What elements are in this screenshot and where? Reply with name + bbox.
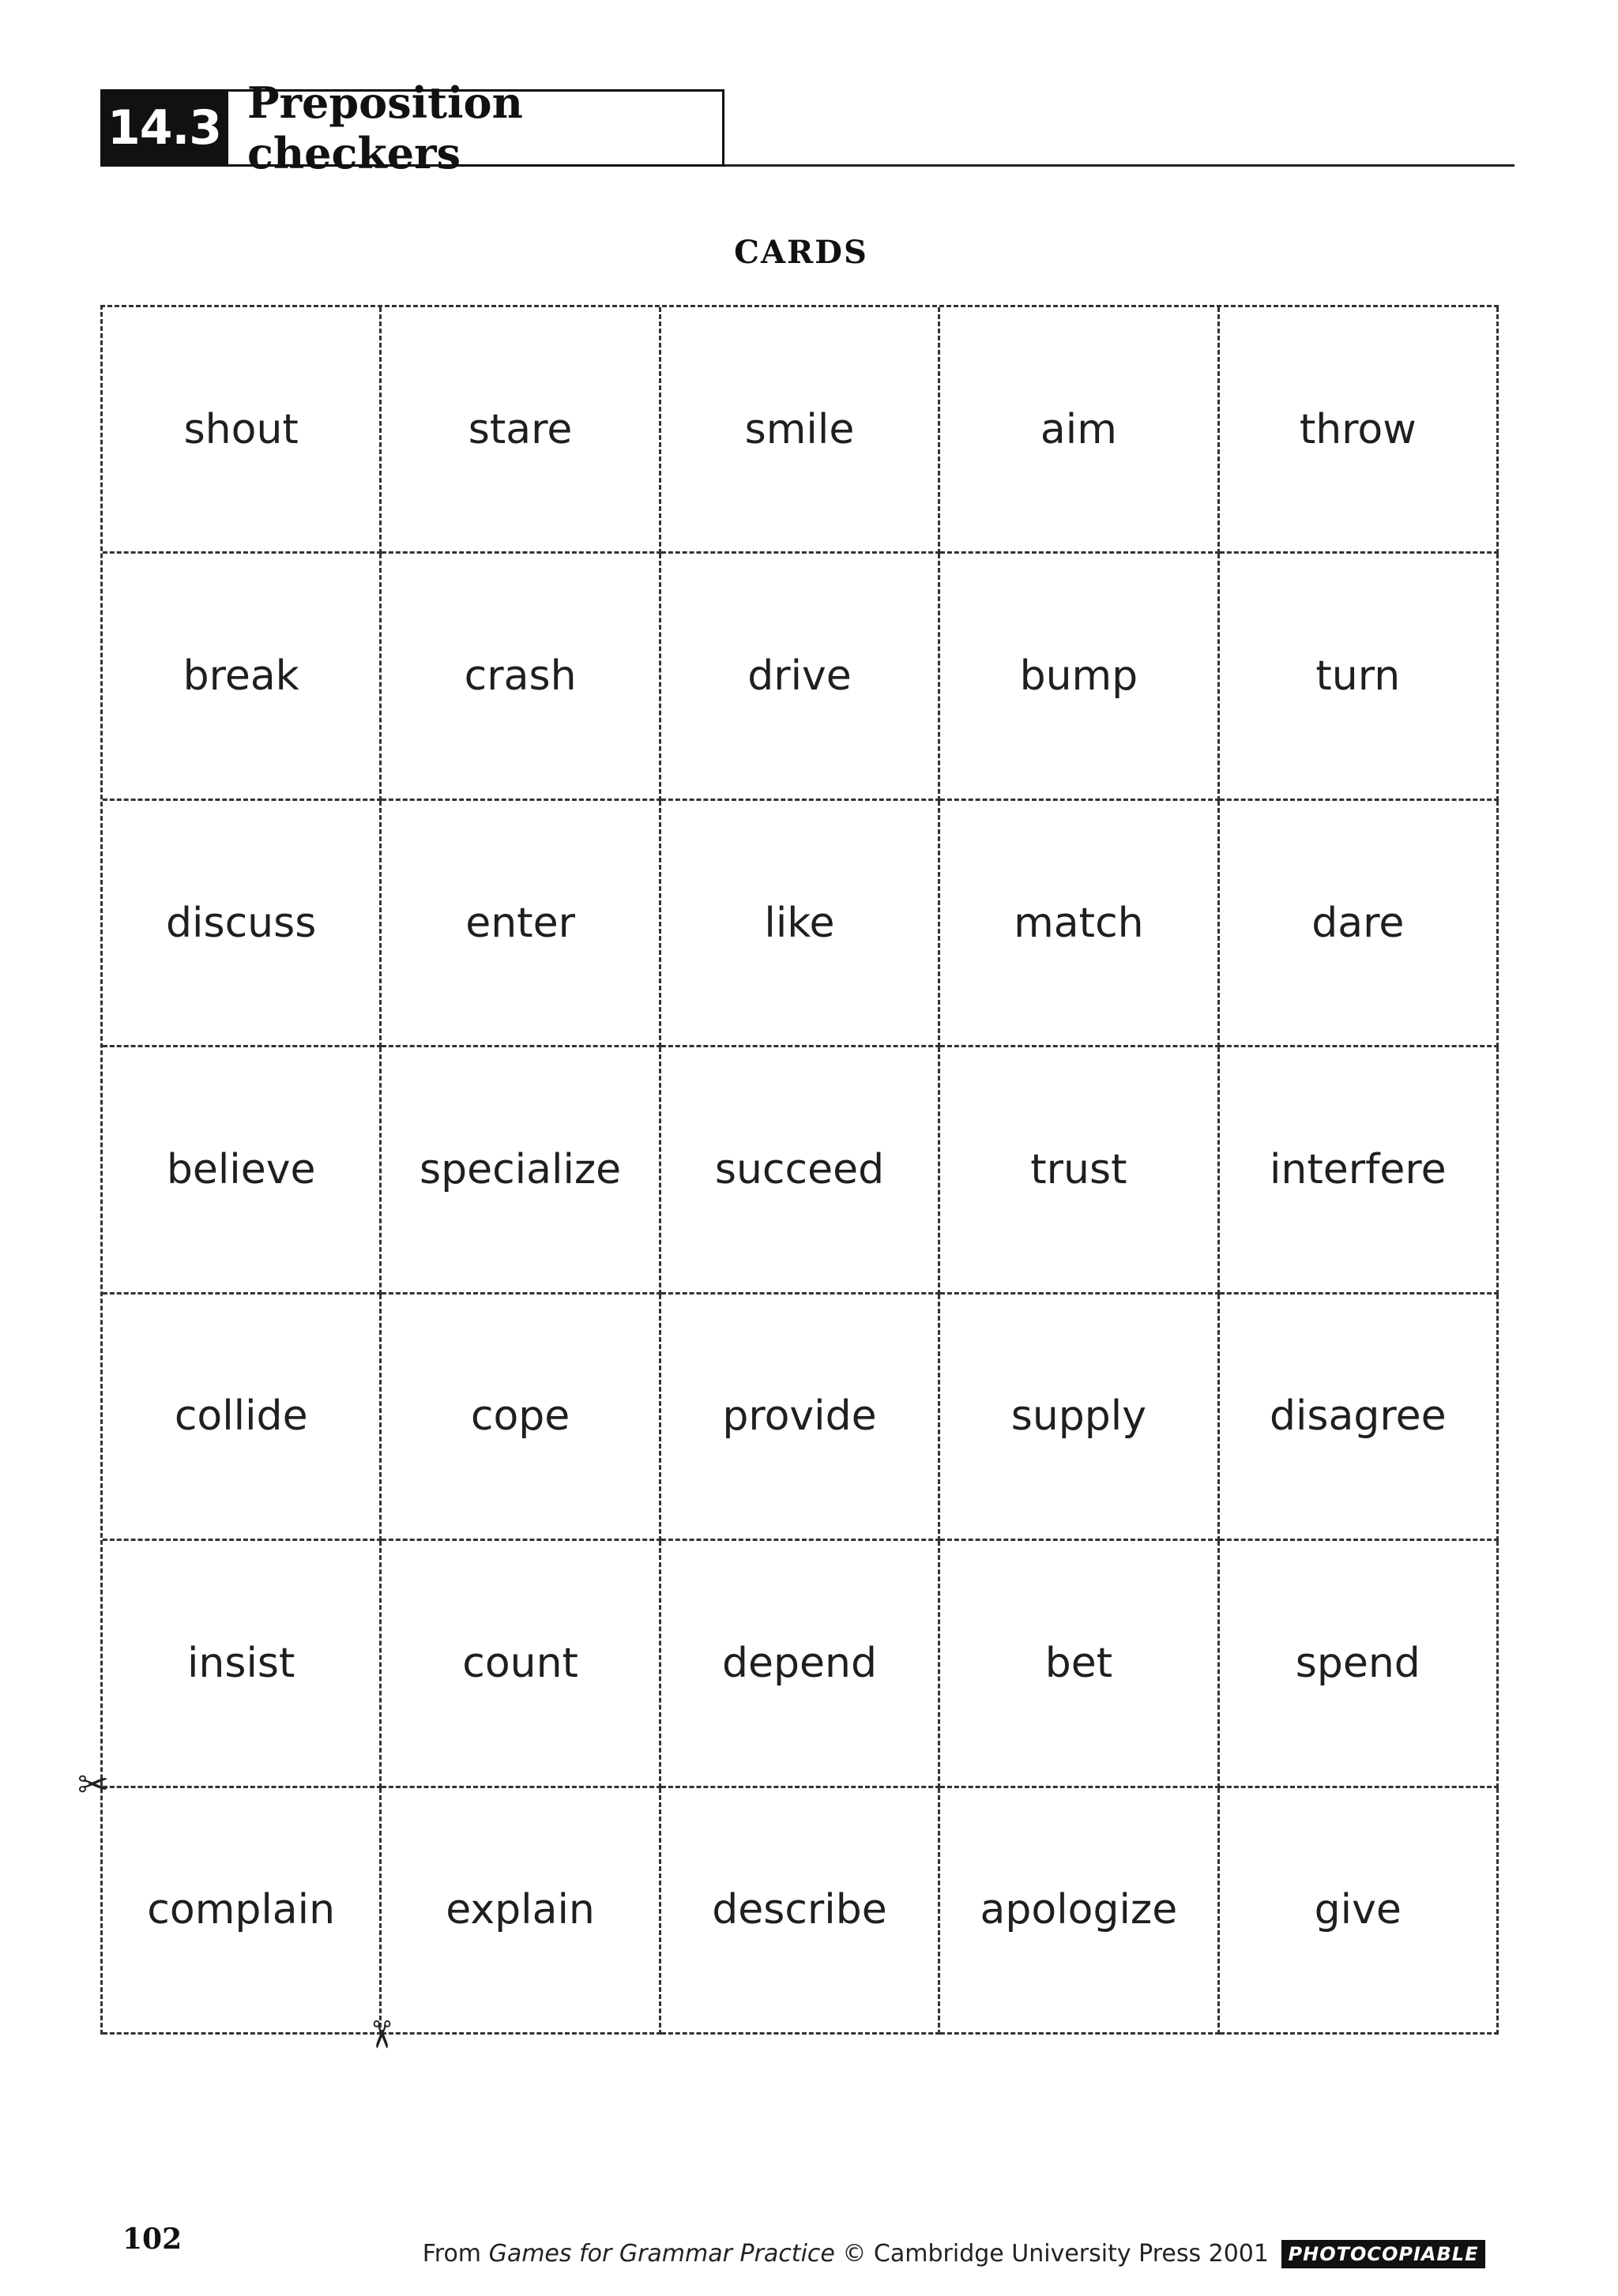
- card: shout: [103, 307, 382, 554]
- card: bet: [940, 1541, 1219, 1787]
- credit-suffix: © Cambridge University Press 2001: [834, 2240, 1269, 2268]
- card: cope: [382, 1295, 660, 1541]
- card: succeed: [661, 1047, 940, 1294]
- card: spend: [1220, 1541, 1499, 1787]
- card: describe: [661, 1788, 940, 2035]
- card: explain: [382, 1788, 660, 2035]
- card: supply: [940, 1295, 1219, 1541]
- card: stare: [382, 307, 660, 554]
- section-number: 14.3: [100, 89, 228, 167]
- header-rule: [724, 164, 1515, 167]
- card: provide: [661, 1295, 940, 1541]
- page-number: 102: [122, 2223, 182, 2256]
- card: crash: [382, 554, 660, 800]
- card: apologize: [940, 1788, 1219, 2035]
- section-title: Preposition checkers: [228, 89, 724, 167]
- photocopiable-badge: PHOTOCOPIABLE: [1281, 2240, 1485, 2268]
- card: specialize: [382, 1047, 660, 1294]
- card: turn: [1220, 554, 1499, 800]
- header-rule-dash: [1446, 164, 1487, 167]
- card: dare: [1220, 801, 1499, 1047]
- card: discuss: [103, 801, 382, 1047]
- card: complain: [103, 1788, 382, 2035]
- card-grid: [100, 305, 1499, 2035]
- card: count: [382, 1541, 660, 1787]
- card: collide: [103, 1295, 382, 1541]
- card: aim: [940, 307, 1219, 554]
- card: give: [1220, 1788, 1499, 2035]
- card: depend: [661, 1541, 940, 1787]
- card: trust: [940, 1047, 1219, 1294]
- card: break: [103, 554, 382, 800]
- scissors-icon: ✂: [359, 2018, 404, 2051]
- book-title: Games for Grammar Practice: [488, 2240, 835, 2268]
- card: disagree: [1220, 1295, 1499, 1541]
- scissors-icon: ✂: [77, 1763, 110, 1807]
- card: interfere: [1220, 1047, 1499, 1294]
- card: throw: [1220, 307, 1499, 554]
- card: bump: [940, 554, 1219, 800]
- cards-label: CARDS: [734, 234, 868, 271]
- card: smile: [661, 307, 940, 554]
- card: match: [940, 801, 1219, 1047]
- card: believe: [103, 1047, 382, 1294]
- card: drive: [661, 554, 940, 800]
- card: insist: [103, 1541, 382, 1787]
- section-header: [100, 77, 724, 178]
- credit-prefix: From: [422, 2240, 489, 2268]
- card: enter: [382, 801, 660, 1047]
- footer-credit: [423, 2240, 1269, 2268]
- card: like: [661, 801, 940, 1047]
